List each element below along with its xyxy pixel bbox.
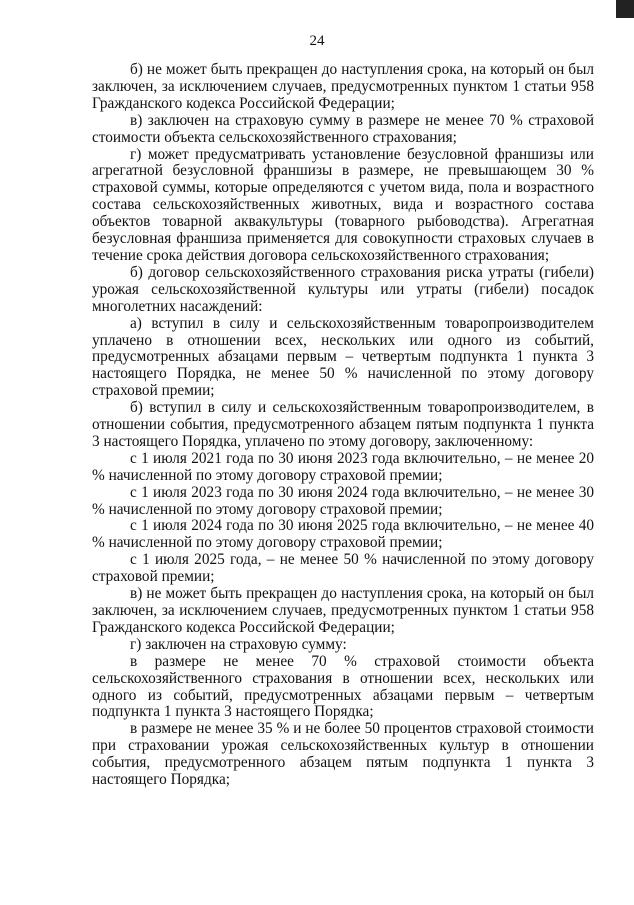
paragraph: г) может предусматривать установление безусловной франшизы или агрегатной безусловной франшизы в размере, не превышающем 30 % страховой суммы, которые определяются с учетом вида, пола и возрастного состава сельскохозяйственных животных, вида и возрастного состава объектов товарной аквакультуры (товарного рыбоводства). Агрегатная безусловная франшиза применяется для совокупности страховых случаев в течение срока действия договора сельскохозяйственного страхования; <box>92 145 594 264</box>
paragraph: с 1 июля 2021 года по 30 июня 2023 года включительно, – не менее 20 % начисленной по этому договору страховой премии; <box>92 449 594 484</box>
paragraph: в размере не менее 70 % страховой стоимости объекта сельскохозяйственного страхования в отношении всех, нескольких или одного из событий, предусмотренных абзацами первым – четвертым подпункта 1 пункта 3 настоящего Порядка; <box>92 652 594 721</box>
paragraph: с 1 июля 2025 года, – не менее 50 % начисленной по этому договору страховой премии; <box>92 551 594 586</box>
paragraph: в размере не менее 35 % и не более 50 процентов страховой стоимости при страховании урожая сельскохозяйственных культур в отношении события, предусмотренного абзацем пятым подпункта 1 пункта 3 настоящего Порядка; <box>92 720 594 789</box>
paragraph: с 1 июля 2024 года по 30 июня 2025 года включительно, – не менее 40 % начисленной по этому договору страховой премии; <box>92 517 594 552</box>
paragraph: б) договор сельскохозяйственного страхования риска утраты (гибели) урожая сельскохозяйственной культуры или утраты (гибели) посадок многолетних насаждений: <box>92 263 594 315</box>
paragraph: в) заключен на страховую сумму в размере не менее 70 % страховой стоимости объекта сельскохозяйственного страхования; <box>92 111 594 146</box>
document-body <box>92 62 594 789</box>
paragraph: б) вступил в силу и сельскохозяйственным товаропроизводителем, в отношении события, предусмотренного абзацем пятым подпункта 1 пункта 3 настоящего Порядка, уплачено по этому договору, заключенному: <box>92 399 594 450</box>
paragraph: г) заключен на страховую сумму: <box>130 635 347 653</box>
page-number: 24 <box>309 33 325 49</box>
paragraph: с 1 июля 2023 года по 30 июня 2024 года включительно, – не менее 30 % начисленной по этому договору страховой премии; <box>92 483 594 518</box>
paragraph: в) не может быть прекращен до наступления срока, на который он был заключен, за исключением случаев, предусмотренных пунктом 1 статьи 958 Гражданского кодекса Российской Федерации; <box>92 585 594 636</box>
paragraph: а) вступил в силу и сельскохозяйственным товаропроизводителем уплачено в отношении всех, нескольких или одного из событий, предусмотренных абзацами первым – четвертым подпункта 1 пункта 3 настоящего Порядка, не менее 50 % начисленной по этому договору страховой премии; <box>92 314 594 400</box>
paragraph: б) не может быть прекращен до наступления срока, на который он был заключен, за исключением случаев, предусмотренных пунктом 1 статьи 958 Гражданского кодекса Российской Федерации; <box>92 61 594 112</box>
scan-corner-mark <box>616 0 634 18</box>
